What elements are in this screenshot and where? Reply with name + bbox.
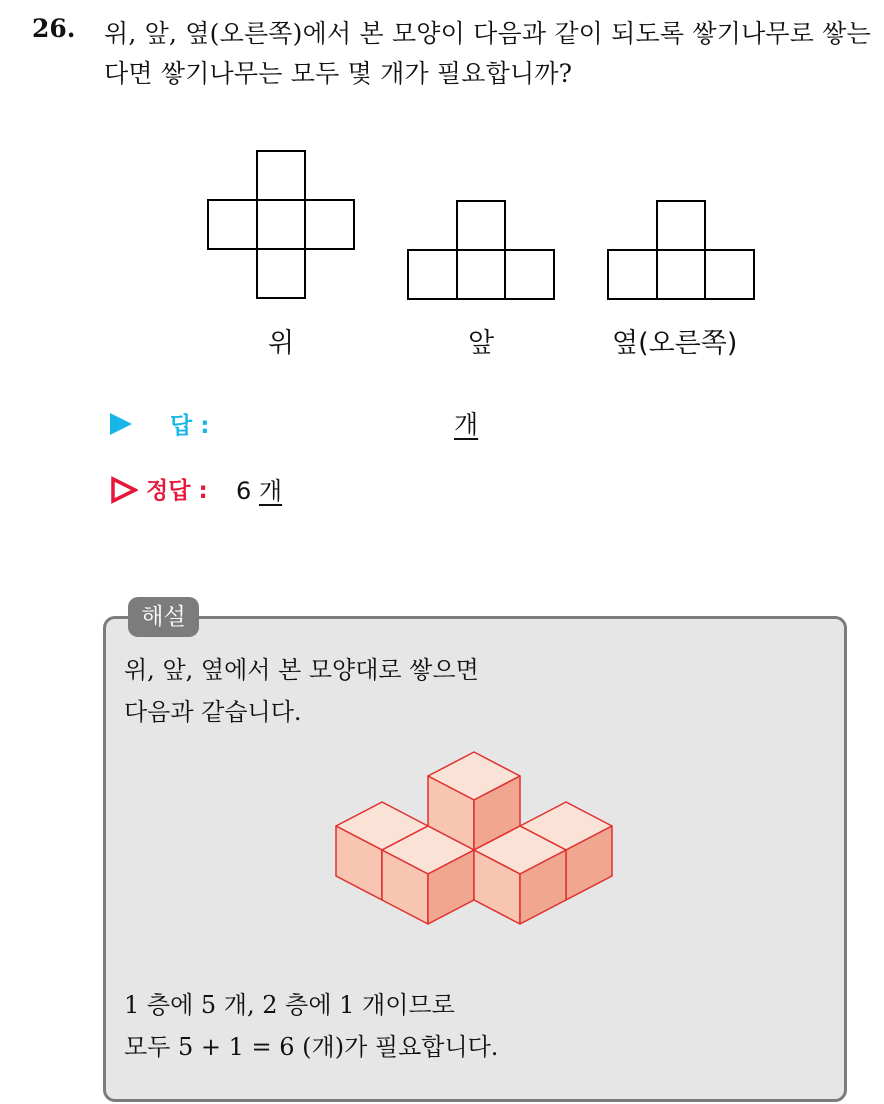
answer-row — [110, 405, 610, 445]
solution-line-4: 모두 5 + 1 = 6 (개)가 필요합니다. — [124, 1033, 499, 1061]
play-triangle-icon — [110, 413, 132, 435]
solution-tab: 해설 — [128, 597, 199, 637]
view-diagrams — [0, 0, 884, 380]
side-view-label: 옆(오른쪽) — [612, 328, 738, 359]
correct-number: 6 — [236, 477, 252, 505]
question-text: 위, 앞, 옆(오른쪽)에서 본 모양이 다음과 같이 되도록 쌓기나무로 쌓는다면 쌓기나무는 모두 몇 개가 필요합니까? — [104, 19, 871, 88]
front-view-grid — [408, 201, 554, 299]
question-number: 26. — [32, 14, 76, 43]
correct-label: 정답 : — [146, 478, 208, 504]
top-view-grid — [208, 151, 354, 298]
outline-triangle-icon — [110, 476, 138, 504]
solution-line-3: 1 층에 5 개, 2 층에 1 개이므로 — [124, 991, 455, 1019]
correct-value — [236, 471, 282, 506]
correct-unit: 개 — [258, 477, 283, 505]
correct-answer-row — [110, 470, 610, 510]
front-view-label: 앞 — [468, 328, 495, 359]
solution-line-1: 위, 앞, 옆에서 본 모양대로 쌓으면 — [124, 656, 479, 684]
answer-unit: 개 — [454, 410, 479, 439]
solution-line-2: 다음과 같습니다. — [124, 698, 302, 726]
side-view-grid — [608, 201, 754, 299]
top-view-label: 위 — [268, 328, 295, 359]
answer-label: 답 : — [170, 413, 210, 439]
